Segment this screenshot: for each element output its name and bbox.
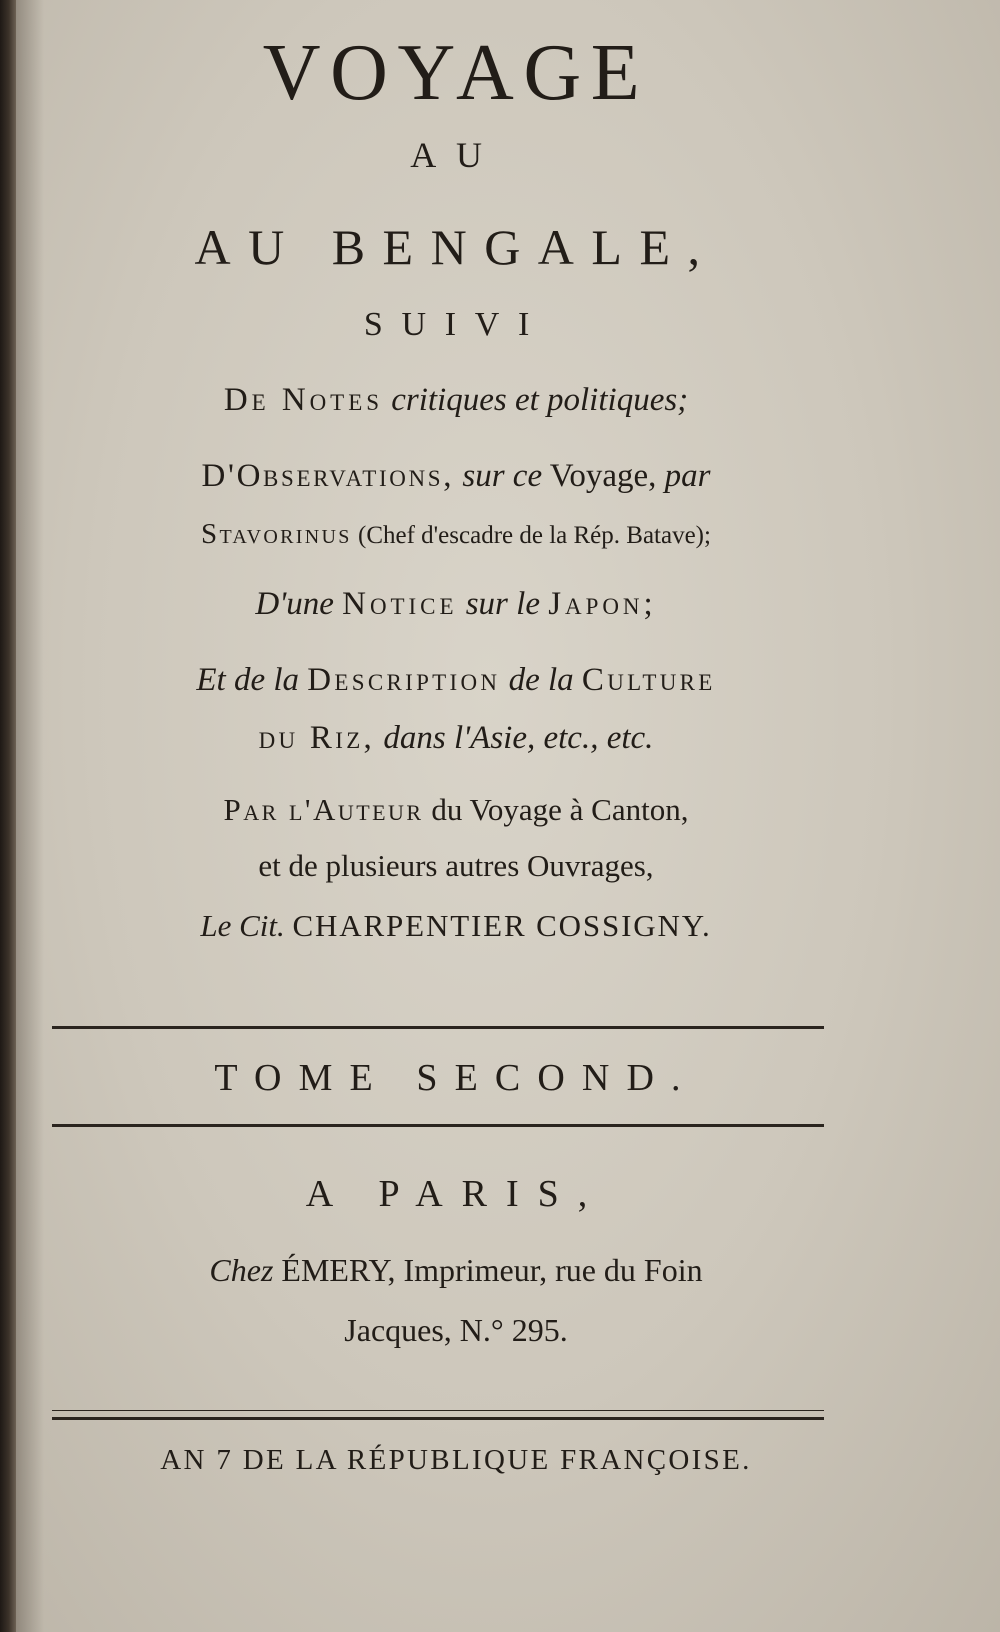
line-notes: [16, 382, 896, 419]
line-plusieurs: et de plusieurs autres Ouvrages,: [258, 848, 654, 883]
printer-name: ÉMERY, Imprimeur, rue du Foin: [281, 1252, 703, 1288]
line-observations: [16, 458, 896, 495]
line-stavorinus: [16, 518, 896, 551]
notice-japon: Japon;: [548, 586, 657, 622]
author-name: CHARPENTIER COSSIGNY.: [292, 908, 712, 943]
line-notice: [16, 586, 896, 623]
par-auteur: Par l'Auteur: [223, 792, 424, 827]
subtitle-au-bengale: AU BENGALE,: [194, 219, 718, 275]
imprint-address: Jacques, N.° 295.: [344, 1312, 568, 1348]
desc-et-de-la: Et de la: [196, 662, 300, 698]
notice-dune: D'une: [255, 586, 334, 622]
title-page: [16, 0, 1000, 1632]
printer-chez: Chez: [209, 1252, 274, 1288]
line-description: [16, 662, 896, 699]
divider-rule-middle: [52, 1124, 824, 1127]
divider-rule-top: [52, 1026, 824, 1029]
riz-du: du Riz,: [258, 720, 376, 756]
line-riz: [16, 720, 896, 757]
desc-label: Description: [307, 662, 501, 698]
notice-label: Notice: [342, 586, 458, 622]
subtitle-au: AU: [410, 135, 502, 175]
stavorinus-name: Stavorinus: [201, 518, 352, 550]
author-cit: Le Cit.: [200, 908, 285, 943]
divider-rule-bottom-2: [52, 1417, 824, 1420]
obs-label: D'Observations,: [201, 458, 455, 494]
imprint-date: AN 7 DE LA RÉPUBLIQUE FRANÇOISE.: [160, 1444, 752, 1476]
desc-culture: Culture: [581, 662, 716, 698]
subtitle-suivi: SUIVI: [363, 306, 549, 343]
riz-asie: dans l'Asie, etc., etc.: [383, 720, 654, 756]
line-par-auteur: [16, 792, 896, 828]
obs-par: par: [664, 458, 711, 494]
imprint-city: A PARIS,: [305, 1173, 607, 1215]
obs-voyage: Voyage,: [549, 458, 657, 494]
desc-de-la: de la: [508, 662, 574, 698]
volume-label: TOME SECOND.: [214, 1057, 698, 1099]
par-auteur-rest: du Voyage à Canton,: [431, 792, 689, 827]
notes-de: De Notes: [223, 382, 383, 418]
divider-rule-bottom-1: [52, 1410, 824, 1411]
line-author: [16, 908, 896, 944]
notice-sur-le: sur le: [465, 586, 540, 622]
imprint-printer: [16, 1252, 896, 1289]
stavorinus-role: (Chef d'escadre de la Rép. Batave);: [358, 522, 711, 549]
main-title: VOYAGE: [262, 29, 650, 117]
book-binding-edge: [0, 0, 16, 1632]
obs-sur-ce: sur ce: [462, 458, 543, 494]
notes-critiques: critiques et politiques;: [391, 382, 689, 418]
